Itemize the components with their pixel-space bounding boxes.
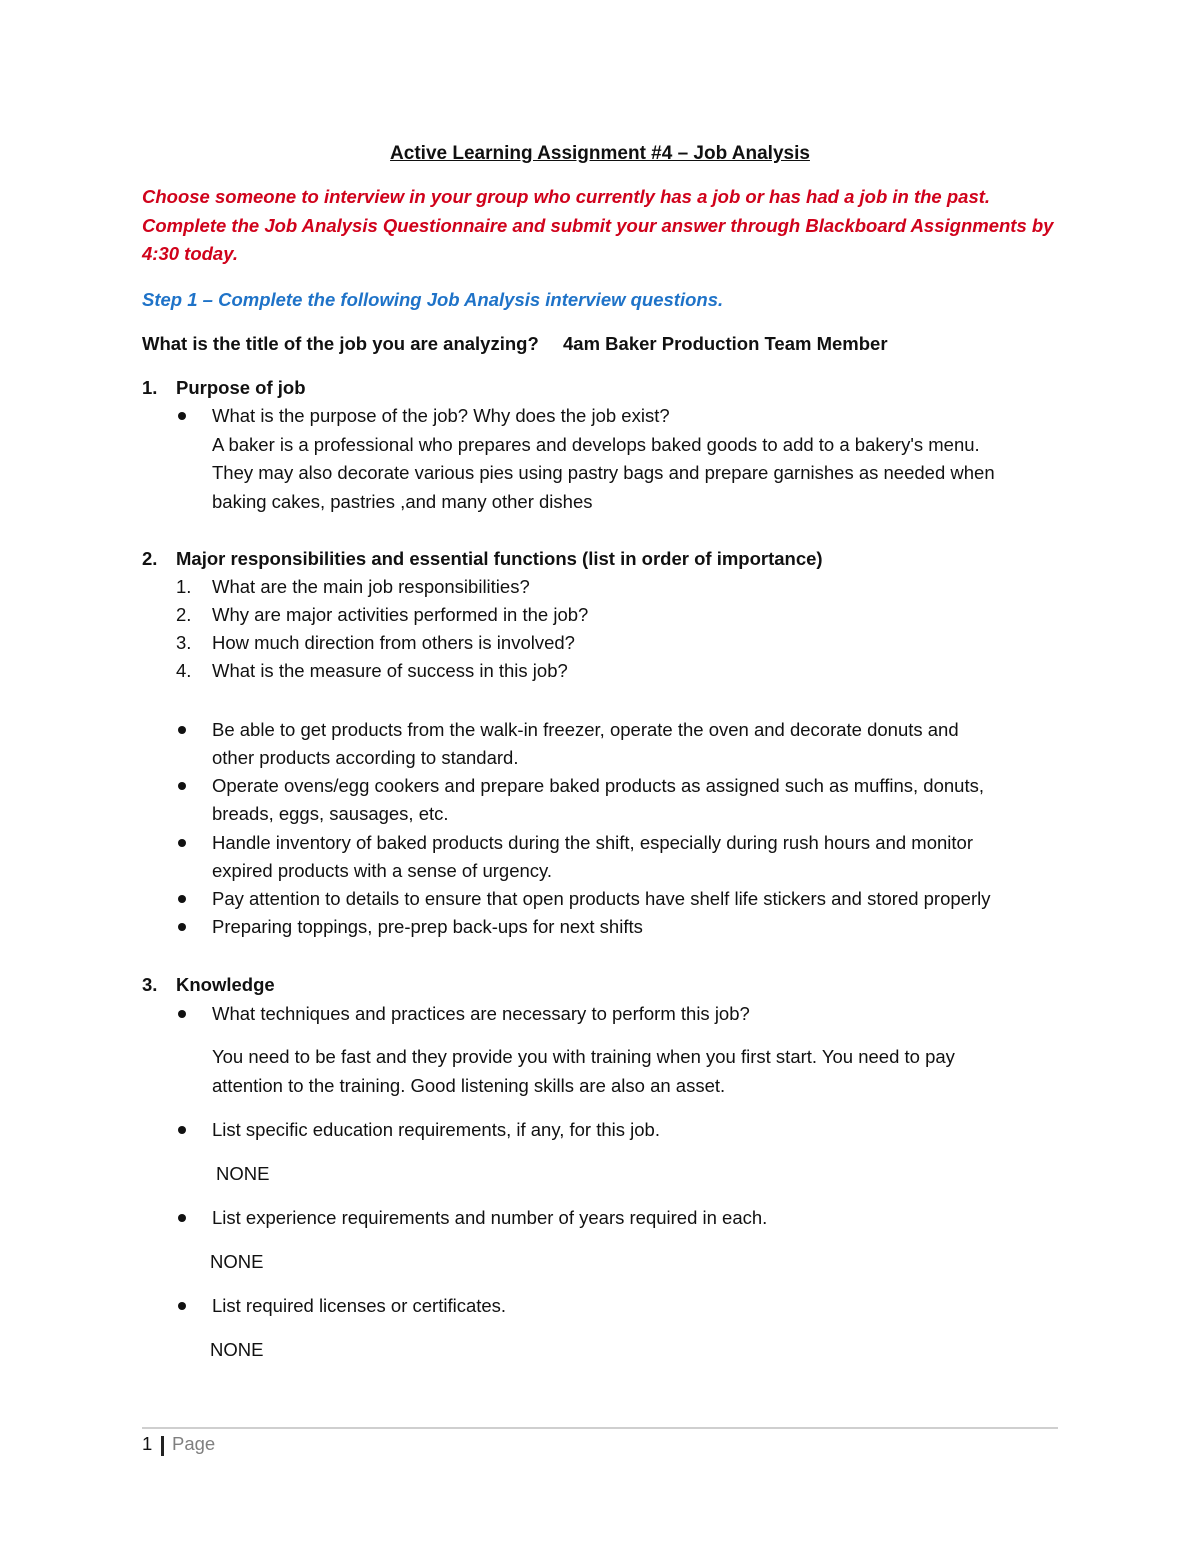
section-2-question: What is the measure of success in this job? [212, 660, 568, 681]
job-title-question: What is the title of the job you are analyzing? [142, 333, 539, 354]
bullet-icon [178, 923, 186, 931]
section-2-bullet-line: Be able to get products from the walk-in freezer, operate the oven and decorate donuts and [212, 719, 959, 740]
section-2-question: How much direction from others is involved? [212, 632, 575, 653]
bullet-icon [178, 895, 186, 903]
section-2-question-number: 1. [176, 576, 192, 597]
instructions-line-1: Choose someone to interview in your group who currently has a job or has had a job in the past. [142, 186, 991, 207]
section-3-question: What techniques and practices are necessary to perform this job? [212, 1003, 750, 1024]
section-3-answer: NONE [210, 1251, 264, 1272]
section-2-heading: Major responsibilities and essential functions (list in order of importance) [176, 548, 823, 569]
section-1-answer-line: A baker is a professional who prepares and develops baked goods to add to a bakery's menu. [212, 434, 980, 455]
footer-page-label: Page [172, 1433, 216, 1454]
instructions-line-2: Complete the Job Analysis Questionnaire and submit your answer through Blackboard Assignments by [142, 215, 1054, 236]
section-3-answer: NONE [210, 1339, 264, 1360]
section-3-number: 3. [142, 974, 158, 995]
section-1-question: What is the purpose of the job? Why does the job exist? [212, 405, 670, 426]
footer-page-number: 1 [142, 1433, 153, 1454]
bullet-icon [178, 1214, 186, 1222]
section-3-answer: NONE [216, 1163, 270, 1184]
section-2-bullet-line: other products according to standard. [212, 747, 519, 768]
section-2-question-number: 2. [176, 604, 192, 625]
section-2-question: Why are major activities performed in the job? [212, 604, 589, 625]
section-2-bullet-line: Handle inventory of baked products during the shift, especially during rush hours and monitor [212, 832, 973, 853]
section-2-bullet-line: expired products with a sense of urgency. [212, 860, 553, 881]
section-1-heading: Purpose of job [176, 377, 306, 398]
section-1-number: 1. [142, 377, 158, 398]
bullet-icon [178, 839, 186, 847]
bullet-icon [178, 782, 186, 790]
section-3-question: List experience requirements and number of years required in each. [212, 1207, 768, 1228]
job-title-answer: 4am Baker Production Team Member [563, 333, 888, 354]
section-1-answer-line: baking cakes, pastries ,and many other dishes [212, 491, 593, 512]
section-3-answer-line: You need to be fast and they provide you with training when you first start. You need to pay [212, 1046, 955, 1067]
bullet-icon [178, 1010, 186, 1018]
bullet-icon [178, 726, 186, 734]
bullet-icon [178, 1302, 186, 1310]
page-title: Active Learning Assignment #4 – Job Analysis [390, 143, 810, 164]
section-2-bullet-line: breads, eggs, sausages, etc. [212, 803, 449, 824]
step-1-heading: Step 1 – Complete the following Job Analysis interview questions. [142, 289, 724, 310]
section-2-number: 2. [142, 548, 158, 569]
section-2-bullet-line: Preparing toppings, pre-prep back-ups for next shifts [212, 916, 643, 937]
section-2-bullet-line: Operate ovens/egg cookers and prepare baked products as assigned such as muffins, donuts, [212, 775, 984, 796]
bullet-icon [178, 412, 186, 420]
section-3-heading: Knowledge [176, 974, 275, 995]
section-3-answer-line: attention to the training. Good listening skills are also an asset. [212, 1075, 726, 1096]
section-2-question: What are the main job responsibilities? [212, 576, 530, 597]
instructions-line-3: 4:30 today. [142, 243, 238, 264]
section-2-question-number: 4. [176, 660, 192, 681]
bullet-icon [178, 1126, 186, 1134]
footer-divider [142, 1427, 1058, 1429]
section-2-question-number: 3. [176, 632, 192, 653]
section-2-bullet-line: Pay attention to details to ensure that open products have shelf life stickers and stored properly [212, 888, 991, 909]
section-3-question: List required licenses or certificates. [212, 1295, 507, 1316]
section-3-question: List specific education requirements, if any, for this job. [212, 1119, 660, 1140]
section-1-answer-line: They may also decorate various pies using pastry bags and prepare garnishes as needed when [212, 462, 995, 483]
footer-separator [161, 1436, 164, 1456]
